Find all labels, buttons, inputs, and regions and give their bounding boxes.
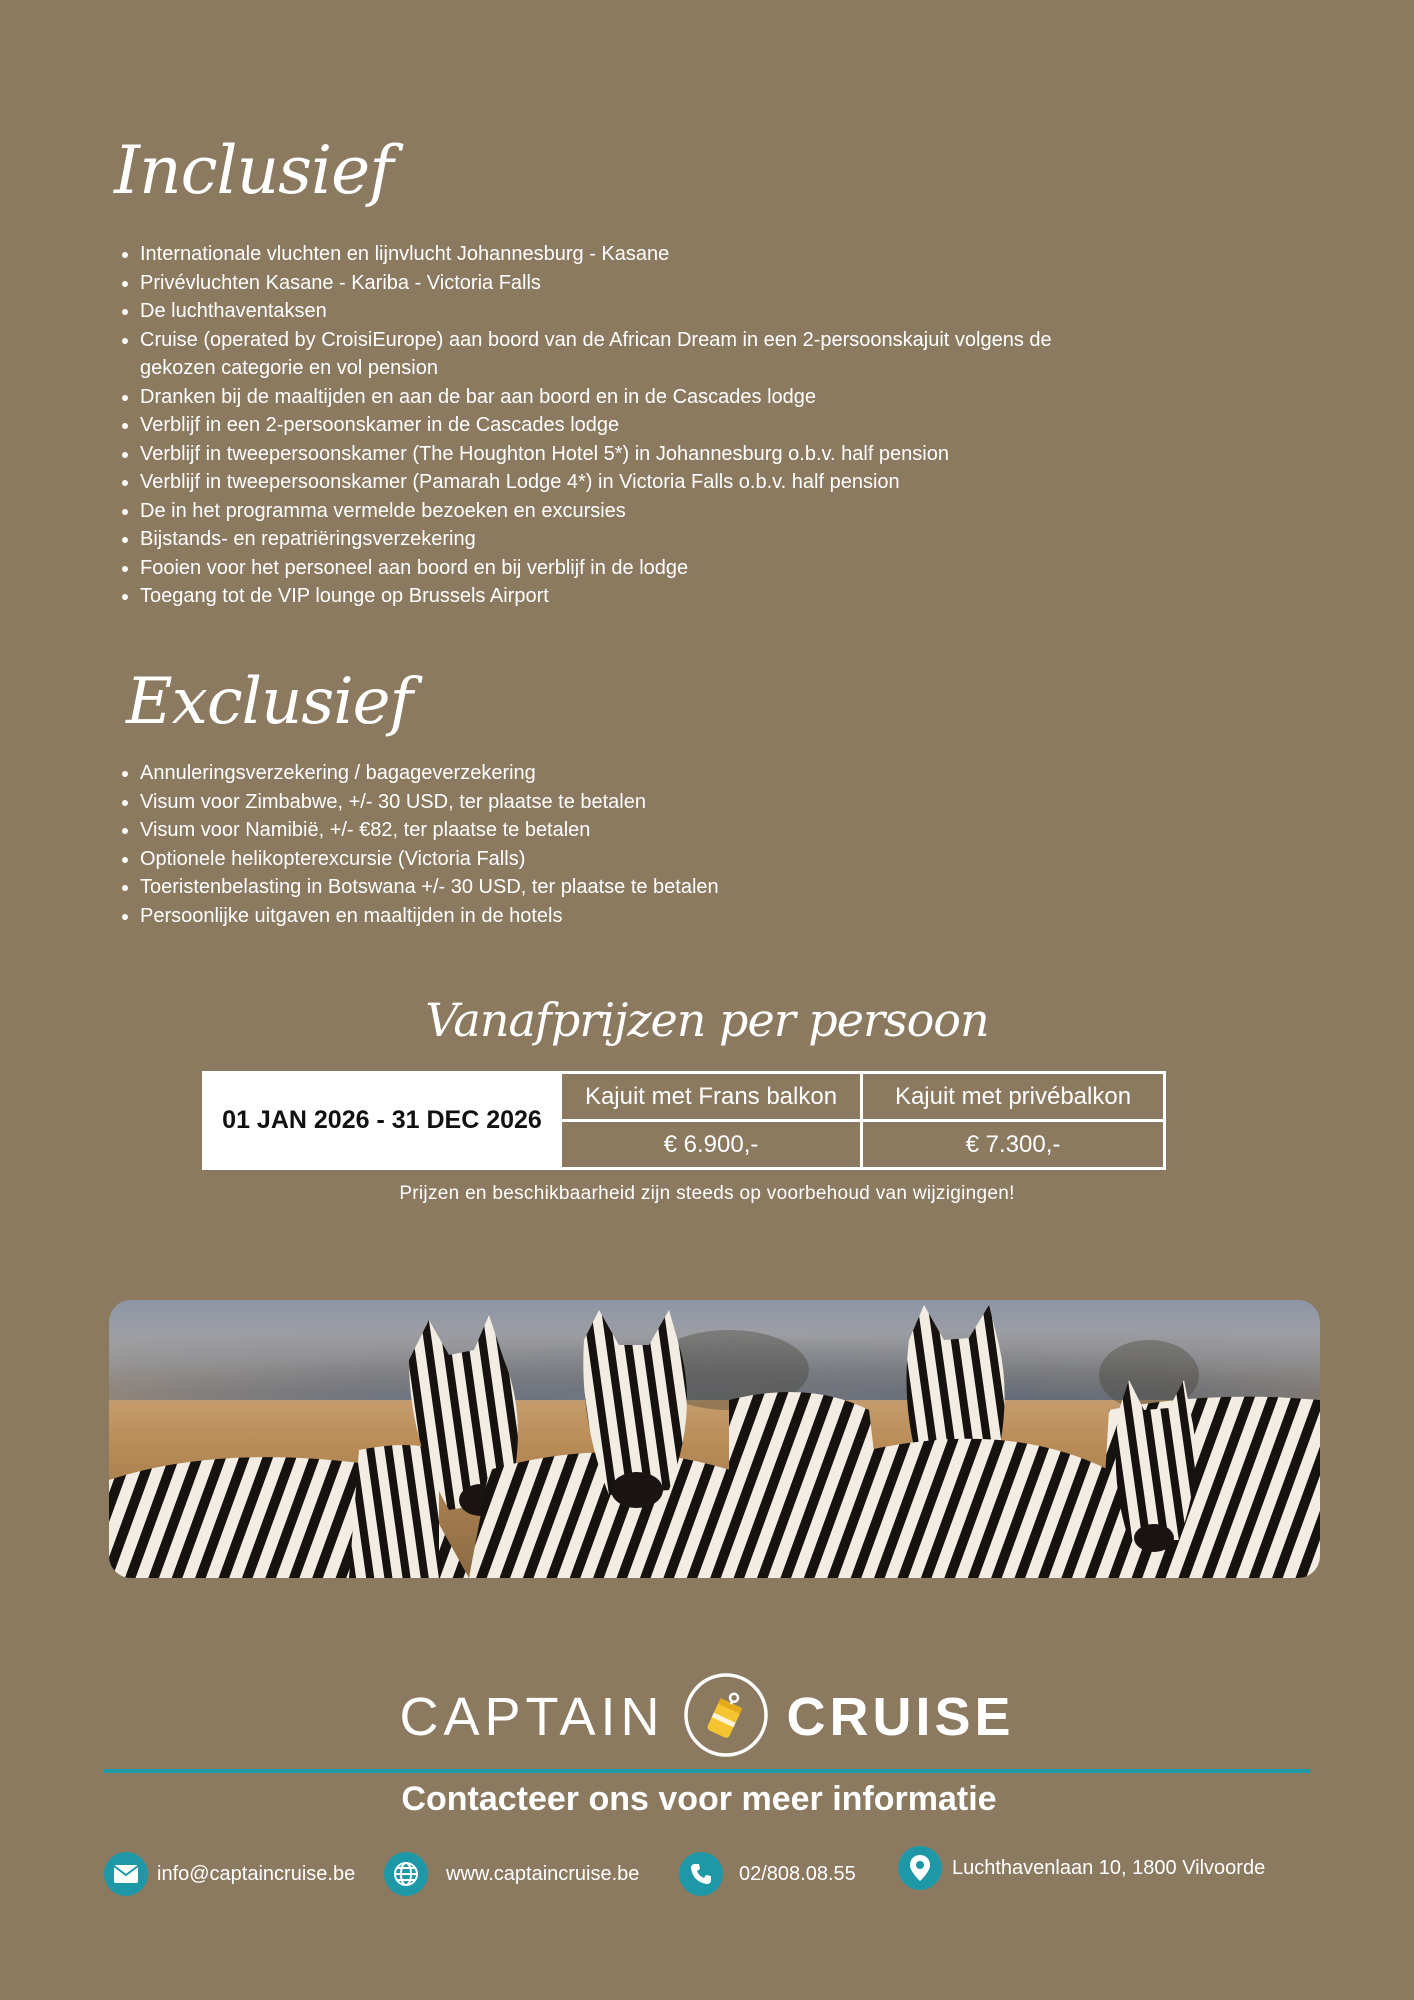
inclusief-title: Inclusief [114,132,393,209]
contact-website[interactable] [384,1852,639,1896]
exclusief-list [110,759,1070,930]
list-item: • Cruise (operated by CroisiEurope) aan boord van de African Dream in een 2-persoonskajuit volgens de gekozen categorie en vol pension [140,326,1070,383]
list-item: • Verblijf in tweepersoonskamer (The Houghton Hotel 5*) in Johannesburg o.b.v. half pension [140,440,1070,469]
phone-icon [679,1852,723,1896]
list-item: • Toegang tot de VIP lounge op Brussels Airport [140,582,1070,611]
address-text: Luchthavenlaan 10, 1800 Vilvoorde [952,1856,1266,1879]
contact-email[interactable] [104,1852,355,1896]
email-text[interactable]: info@captaincruise.be [157,1862,356,1885]
cabin-french-balcony-header: Kajuit met Frans balkon [561,1073,862,1121]
list-item: • Privévluchten Kasane - Kariba - Victoria Falls [140,269,1070,298]
list-item: • Persoonlijke uitgaven en maaltijden in de hotels [140,902,1070,931]
list-item: • De in het programma vermelde bezoeken en excursies [140,497,1070,526]
zebra-photo [109,1300,1320,1578]
captain-cruise-logo [0,1672,1414,1762]
price-french-balcony: € 6.900,- [561,1121,862,1169]
exclusief-title: Exclusief [126,665,413,739]
website-text[interactable]: www.captaincruise.be [446,1862,640,1885]
list-item: • Visum voor Namibië, +/- €82, ter plaatse te betalen [140,816,1070,845]
list-item: • Toeristenbelasting in Botswana +/- 30 USD, ter plaatse te betalen [140,873,1070,902]
contact-address[interactable] [898,1846,1265,1890]
price-table [202,1071,1166,1170]
logo-word-captain: CAPTAIN [399,1687,665,1747]
phone-text[interactable]: 02/808.08.55 [739,1862,856,1885]
list-item: • Dranken bij de maaltijden en aan de bar aan boord en in de Cascades lodge [140,383,1070,412]
contact-bar [0,1852,1414,1902]
list-item: • Fooien voor het personeel aan boord en bij verblijf in de lodge [140,554,1070,583]
prices-title: Vanafprijzen per persoon [425,993,989,1047]
luggage-tag-icon [683,1672,769,1763]
globe-icon [384,1852,428,1896]
list-item: • Visum voor Zimbabwe, +/- 30 USD, ter plaatse te betalen [140,788,1070,817]
price-period: 01 JAN 2026 - 31 DEC 2026 [204,1073,561,1169]
inclusief-list [110,240,1070,611]
cabin-private-balcony-header: Kajuit met privébalkon [862,1073,1165,1121]
divider-line [104,1769,1310,1773]
contact-title: Contacteer ons voor meer informatie [401,1780,997,1818]
list-item: • Verblijf in tweepersoonskamer (Pamarah Lodge 4*) in Victoria Falls o.b.v. half pension [140,468,1070,497]
list-item: • Internationale vluchten en lijnvlucht Johannesburg - Kasane [140,240,1070,269]
list-item: • Bijstands- en repatriëringsverzekering [140,525,1070,554]
list-item: • Annuleringsverzekering / bagageverzekering [140,759,1070,788]
price-private-balcony: € 7.300,- [862,1121,1165,1169]
list-item: • Verblijf in een 2-persoonskamer in de Cascades lodge [140,411,1070,440]
price-disclaimer: Prijzen en beschikbaarheid zijn steeds op voorbehoud van wijzigingen! [399,1183,1015,1204]
mail-icon [104,1852,148,1896]
contact-phone[interactable] [679,1852,856,1896]
location-pin-icon [898,1846,942,1890]
list-item: • De luchthaventaksen [140,297,1070,326]
list-item: • Optionele helikopterexcursie (Victoria Falls) [140,845,1070,874]
logo-word-cruise: CRUISE [786,1687,1015,1747]
